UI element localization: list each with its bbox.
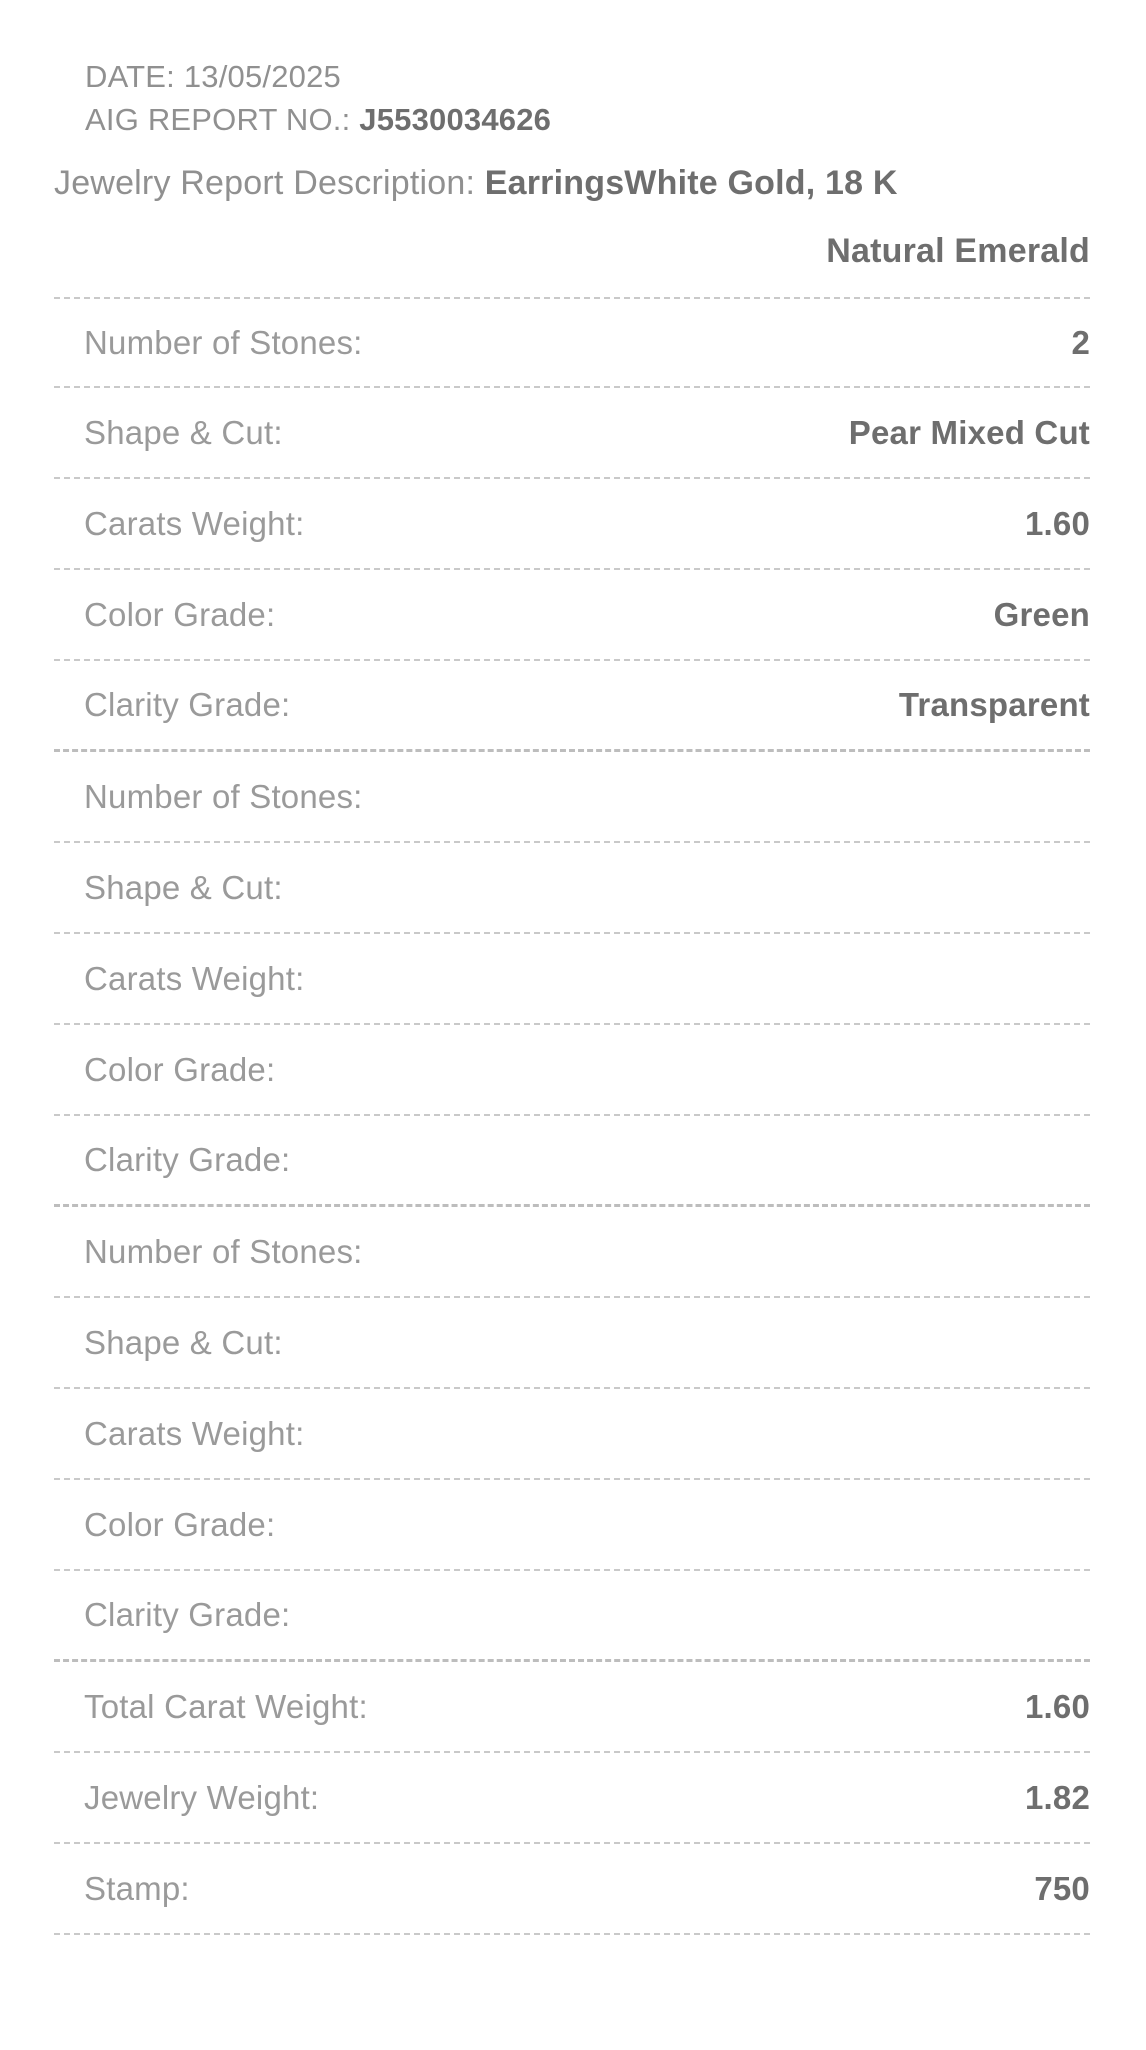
attribute-label: Jewelry Weight: [84,1778,320,1816]
attribute-value: Green [993,595,1090,633]
report-attributes-table [0,297,1146,1935]
table-row [54,1025,1090,1116]
table-row [54,1480,1090,1571]
attribute-label: Clarity Grade: [84,1596,291,1633]
report-date-label: DATE: [85,59,175,94]
report-number-label: AIG REPORT NO.: [85,102,351,137]
report-date-line [85,55,1090,98]
attribute-value: 1.60 [1024,1687,1090,1725]
attribute-label: Color Grade: [84,1050,276,1088]
attribute-label: Color Grade: [84,595,276,633]
attribute-value: 1.60 [1024,504,1090,542]
attribute-label: Clarity Grade: [84,686,291,723]
attribute-label: Carats Weight: [84,504,305,542]
attribute-label: Clarity Grade: [84,1141,291,1178]
attribute-value: 1.82 [1024,1778,1090,1816]
report-number-line [85,98,1090,141]
table-row [54,1844,1090,1935]
table-row [54,1116,1090,1207]
table-row [54,1207,1090,1298]
attribute-value: Transparent [898,686,1090,723]
jewelry-description-line [0,159,1146,207]
table-row [54,1571,1090,1662]
table-row [54,570,1090,661]
attribute-label: Shape & Cut: [84,1323,283,1361]
jewelry-description-value: EarringsWhite Gold, 18 K [484,164,898,202]
attribute-value: Pear Mixed Cut [848,413,1090,451]
attribute-label: Shape & Cut: [84,868,283,906]
table-row [54,479,1090,570]
jewelry-description-label: Jewelry Report Description: [54,164,476,202]
attribute-label: Number of Stones: [84,323,363,361]
table-row [54,843,1090,934]
attribute-label: Carats Weight: [84,1414,305,1452]
table-row [54,1389,1090,1480]
attribute-label: Shape & Cut: [84,413,283,451]
attribute-value: 2 [1071,323,1090,361]
table-row [54,752,1090,843]
table-row [54,1662,1090,1753]
report-number-value: J5530034626 [359,102,552,137]
attribute-label: Color Grade: [84,1505,276,1543]
table-row [54,1753,1090,1844]
attribute-label: Stamp: [84,1869,190,1907]
table-row [54,1298,1090,1389]
report-date-value: 13/05/2025 [183,59,341,94]
table-row [54,297,1090,388]
attribute-value: 750 [1034,1869,1090,1907]
stone-type-title: Natural Emerald [826,232,1090,270]
table-row [54,934,1090,1025]
report-header [0,55,1146,141]
attribute-label: Total Carat Weight: [84,1687,368,1725]
attribute-label: Number of Stones: [84,777,363,815]
table-row [54,661,1090,752]
table-row [54,388,1090,479]
attribute-label: Carats Weight: [84,959,305,997]
attribute-label: Number of Stones: [84,1232,363,1270]
